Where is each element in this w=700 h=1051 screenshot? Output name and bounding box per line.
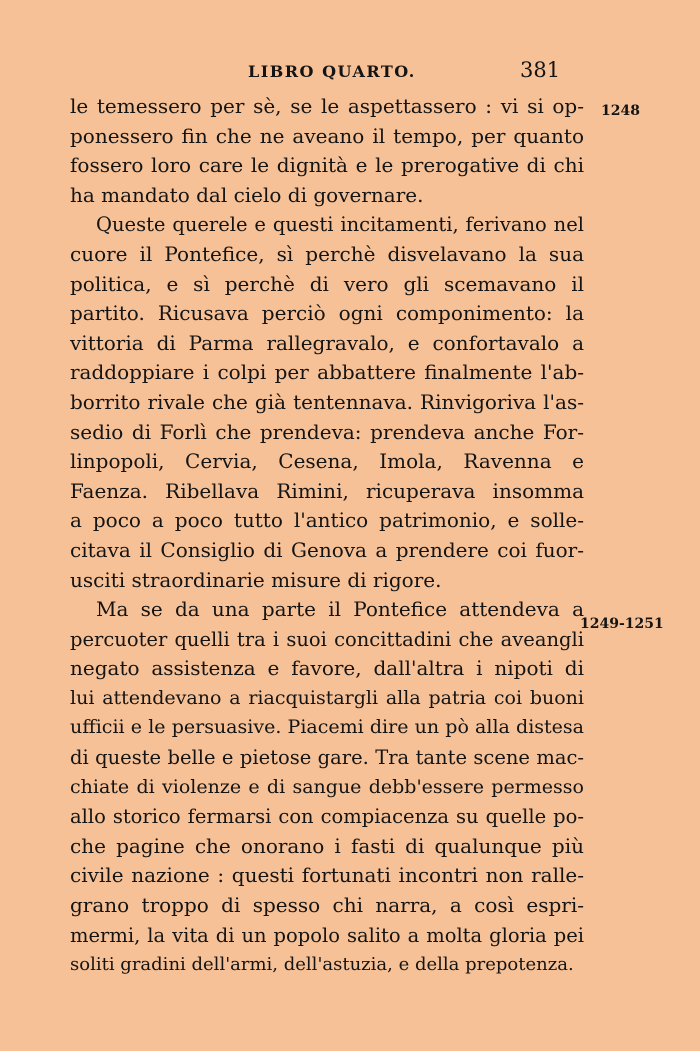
text-line: di queste belle e pietose gare. Tra tante scene mac- [70,746,584,770]
paragraph-first-line: Queste querele e questi incitamenti, ferivano nel [96,213,584,237]
text-line: negato assistenza e favore, dall'altra i nipoti di [70,656,584,681]
text-line: Faenza. Ribellava Rimini, ricuperava insomma [70,478,584,503]
text-line: mermi, la vita di un popolo salito a molta gloria pei [70,923,584,947]
text-line: chiate di violenze e di sangue debb'essere permesso [70,775,584,798]
body-text [70,92,584,980]
text-line: soliti gradini dell'armi, dell'astuzia, e della prepotenza. [70,954,574,976]
text-line: le temessero per sè, se le aspettassero : vi si op- [70,94,584,118]
page-number: 381 [520,58,561,82]
text-line: partito. Ricusava perciò ogni componimento: la [70,301,584,326]
paragraph-first-line: Ma se da una parte il Pontefice attendeva a [96,597,584,622]
text-line: civile nazione : questi fortunati incontri non ralle- [70,863,584,888]
margin-note-year: 1248 [601,103,640,119]
margin-note-year-range: 1249-1251 [580,616,664,632]
text-line: ponessero fin che ne aveano il tempo, per quanto [70,123,584,148]
text-line: citava il Consiglio di Genova a prendere coi fuor- [70,537,584,562]
text-line: linpopoli, Cervia, Cesena, Imola, Ravenna e [70,449,584,474]
text-line: percuoter quelli tra i suoi concittadini che aveangli [70,627,584,651]
text-line: vittoria di Parma rallegravalo, e confortavalo a [70,330,584,355]
text-line: ufficii e le persuasive. Piacemi dire un pò alla distesa [70,716,584,739]
text-line: ha mandato dal cielo di governare. [70,182,424,207]
text-line: raddoppiare i colpi per abbattere finalmente l'ab- [70,360,584,385]
text-line: che pagine che onorano i fasti di qualunque più [70,833,584,858]
running-head: LIBRO QUARTO. [248,62,416,81]
text-line: borrito rivale che già tentennava. Rinvigoriva l'as- [70,389,584,414]
text-line: fossero loro care le dignità e le prerogative di chi [70,153,584,178]
text-line: a poco a poco tutto l'antico patrimonio, e solle- [70,508,584,533]
text-line: lui attendevano a riacquistargli alla patria coi buoni [70,686,584,709]
text-line: politica, e sì perchè di vero gli scemavano il [70,271,584,296]
text-line: allo storico fermarsi con compiacenza su quelle po- [70,805,584,829]
text-line: cuore il Pontefice, sì perchè disvelavano la sua [70,241,584,266]
text-line: grano troppo di spesso chi narra, a così espri- [70,893,584,918]
text-line: sedio di Forlì che prendeva: prendeva anche For- [70,419,584,444]
text-line: usciti straordinarie misure di rigore. [70,567,442,592]
